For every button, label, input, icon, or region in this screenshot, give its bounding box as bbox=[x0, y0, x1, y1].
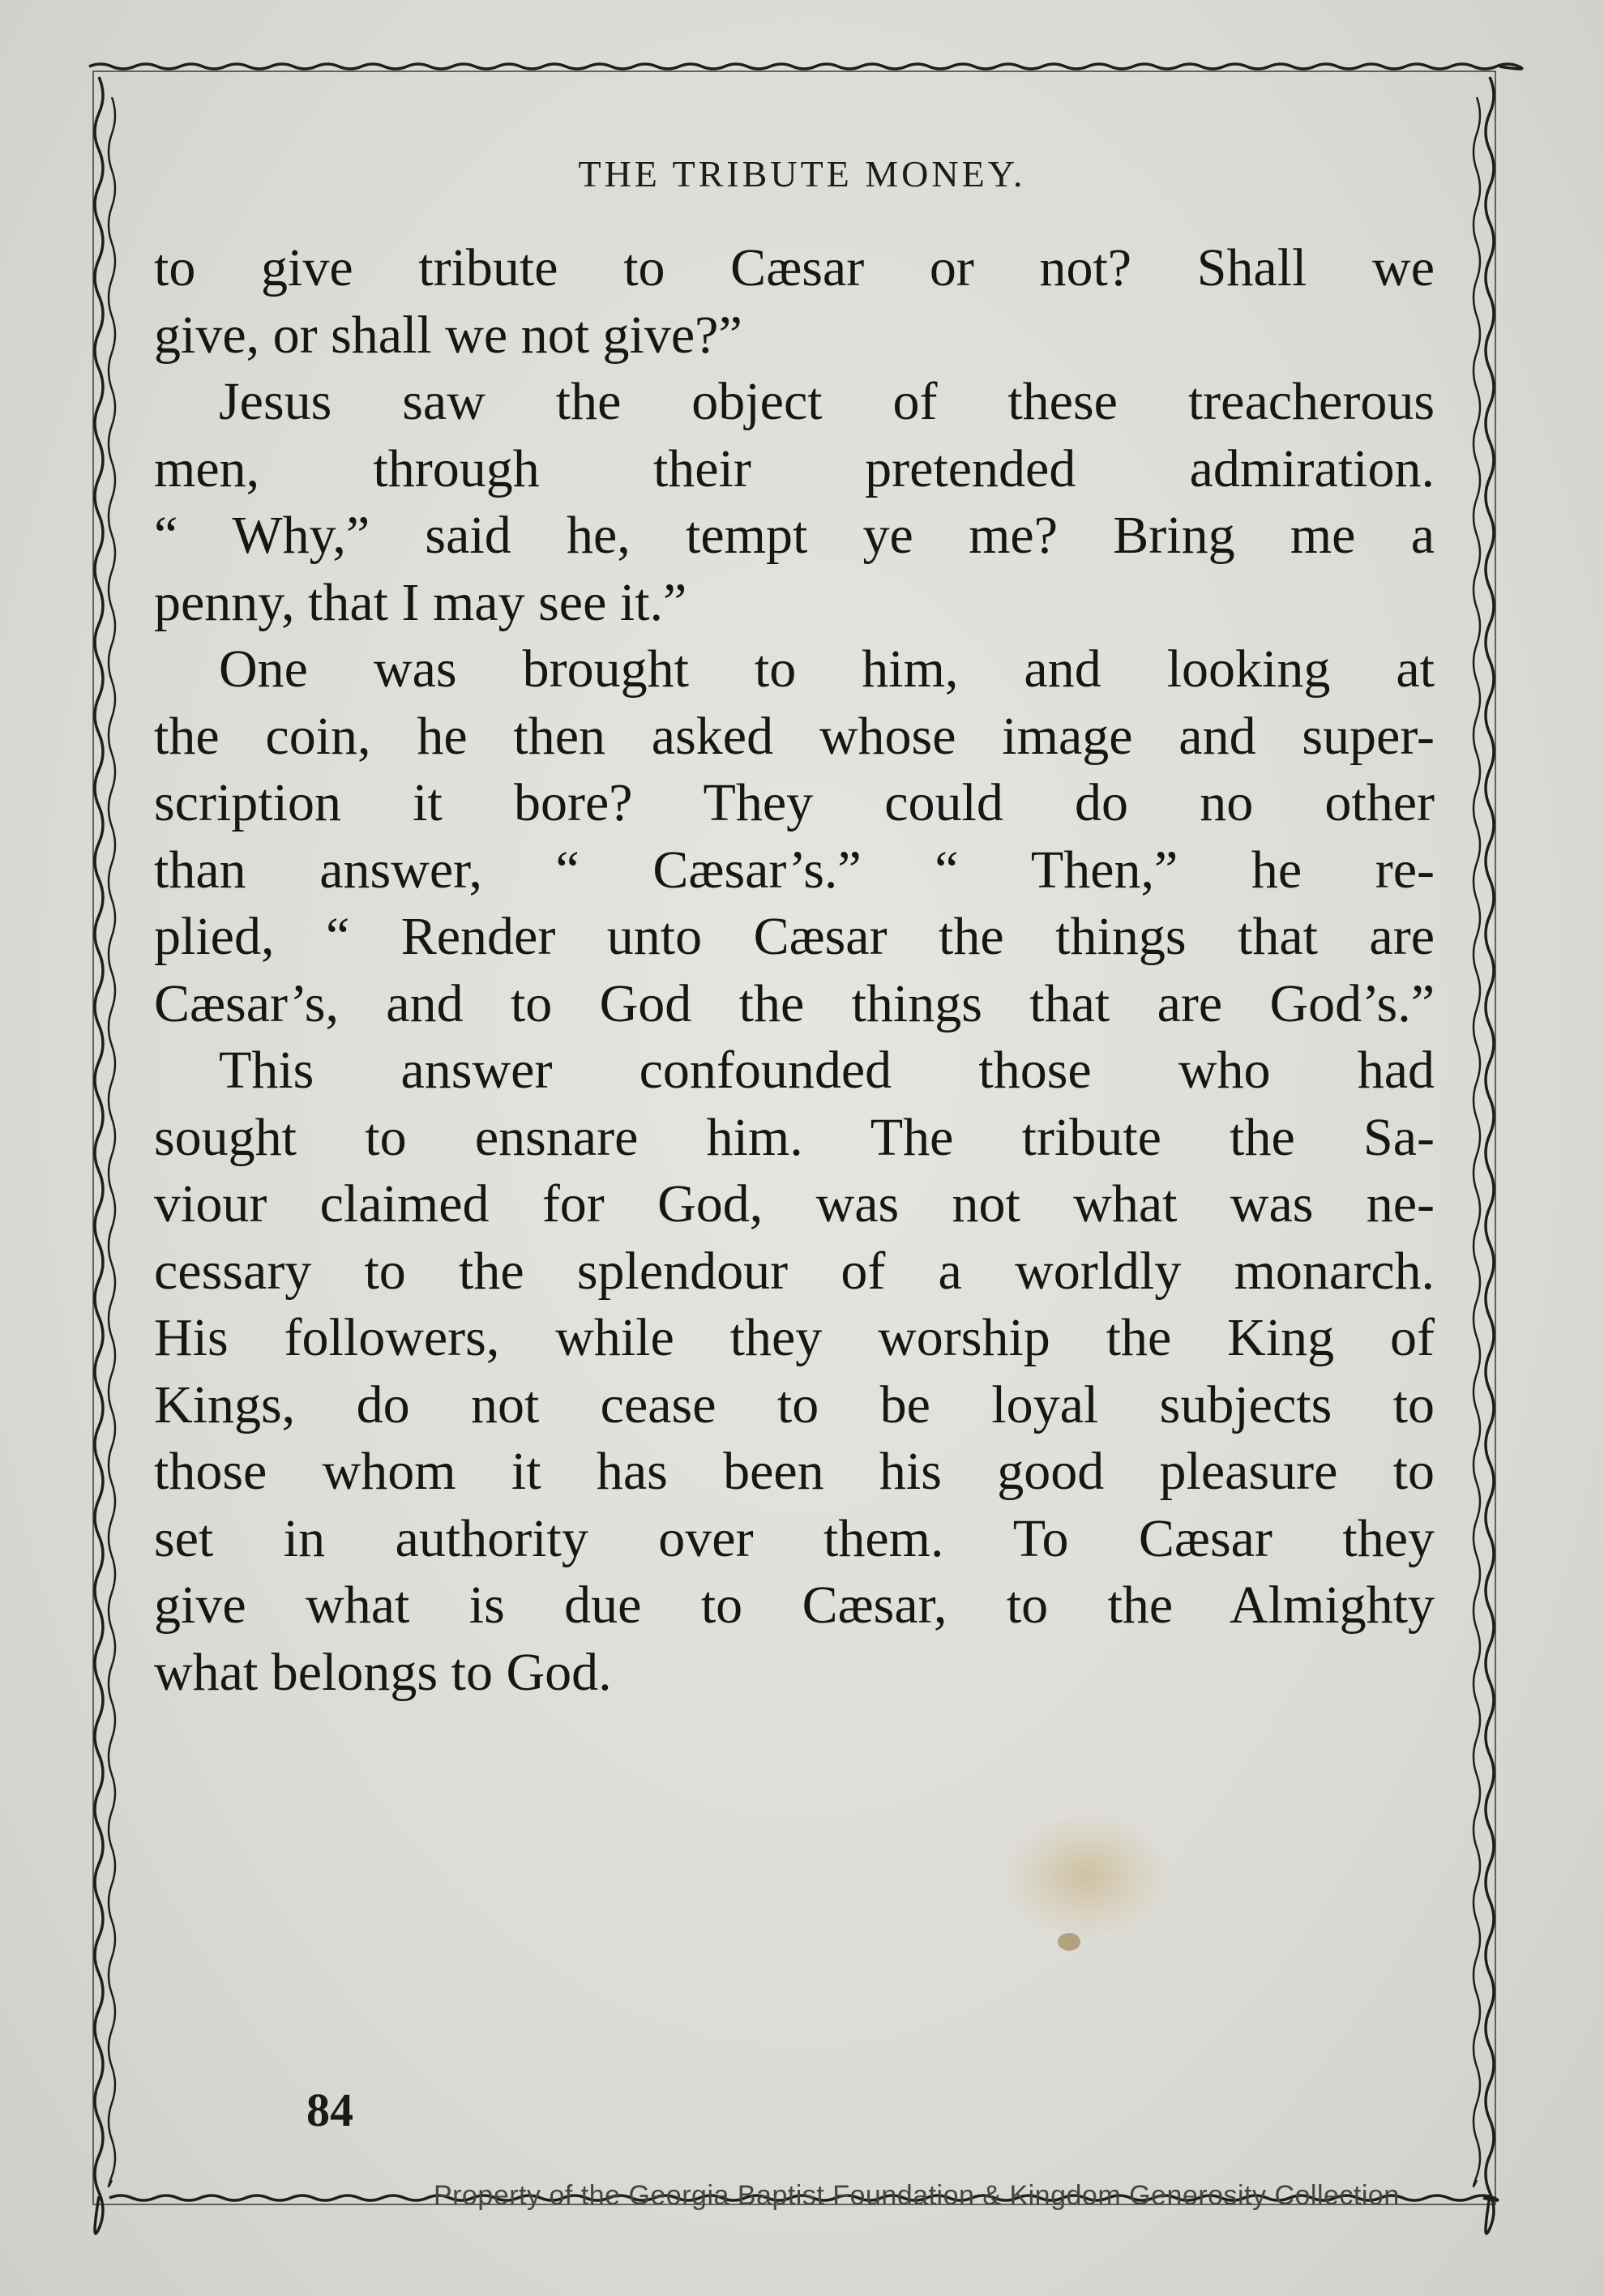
text-line: the coin, he then asked whose image and super- bbox=[154, 706, 1435, 766]
text-line: men, through their pretended admiration. bbox=[154, 438, 1435, 498]
text-line: sought to ensnare him. The tribute the Sa- bbox=[154, 1107, 1435, 1167]
page-number: 84 bbox=[306, 2084, 353, 2136]
text-line: than answer, “ Cæsar’s.” “ Then,” he re- bbox=[154, 840, 1435, 900]
watermark-text: Property of the Georgia Baptist Foundation & Kingdom Generosity Collection bbox=[434, 2180, 1400, 2211]
running-head: THE TRIBUTE MONEY. bbox=[578, 153, 1026, 195]
text-line: viour claimed for God, was not what was ne- bbox=[154, 1174, 1435, 1234]
text-line: “ Why,” said he, tempt ye me? Bring me a bbox=[154, 506, 1435, 565]
text-line: give, or shall we not give?” bbox=[154, 305, 742, 365]
text-line: One was brought to him, and looking at bbox=[219, 639, 1435, 699]
text-line: plied, “ Render unto Cæsar the things that are bbox=[154, 907, 1435, 966]
text-line: His followers, while they worship the King of bbox=[154, 1308, 1435, 1367]
text-line: This answer confounded those who had bbox=[219, 1041, 1435, 1100]
text-line: Jesus saw the object of these treacherous bbox=[219, 372, 1435, 431]
text-line: what belongs to God. bbox=[154, 1642, 612, 1702]
text-line: Kings, do not cease to be loyal subjects to bbox=[154, 1375, 1435, 1434]
text-line: to give tribute to Cæsar or not? Shall we bbox=[154, 238, 1435, 297]
text-line: those whom it has been his good pleasure to bbox=[154, 1442, 1435, 1501]
text-line: Cæsar’s, and to God the things that are God’s.” bbox=[154, 973, 1435, 1033]
body-text bbox=[154, 235, 1435, 1706]
text-line: set in authority over them. To Cæsar they bbox=[154, 1508, 1435, 1568]
text-line: scription it bore? They could do no other bbox=[154, 773, 1435, 832]
text-line: give what is due to Cæsar, to the Almighty bbox=[154, 1576, 1435, 1635]
text-line: cessary to the splendour of a worldly monarch. bbox=[154, 1241, 1435, 1301]
text-line: penny, that I may see it.” bbox=[154, 572, 687, 632]
